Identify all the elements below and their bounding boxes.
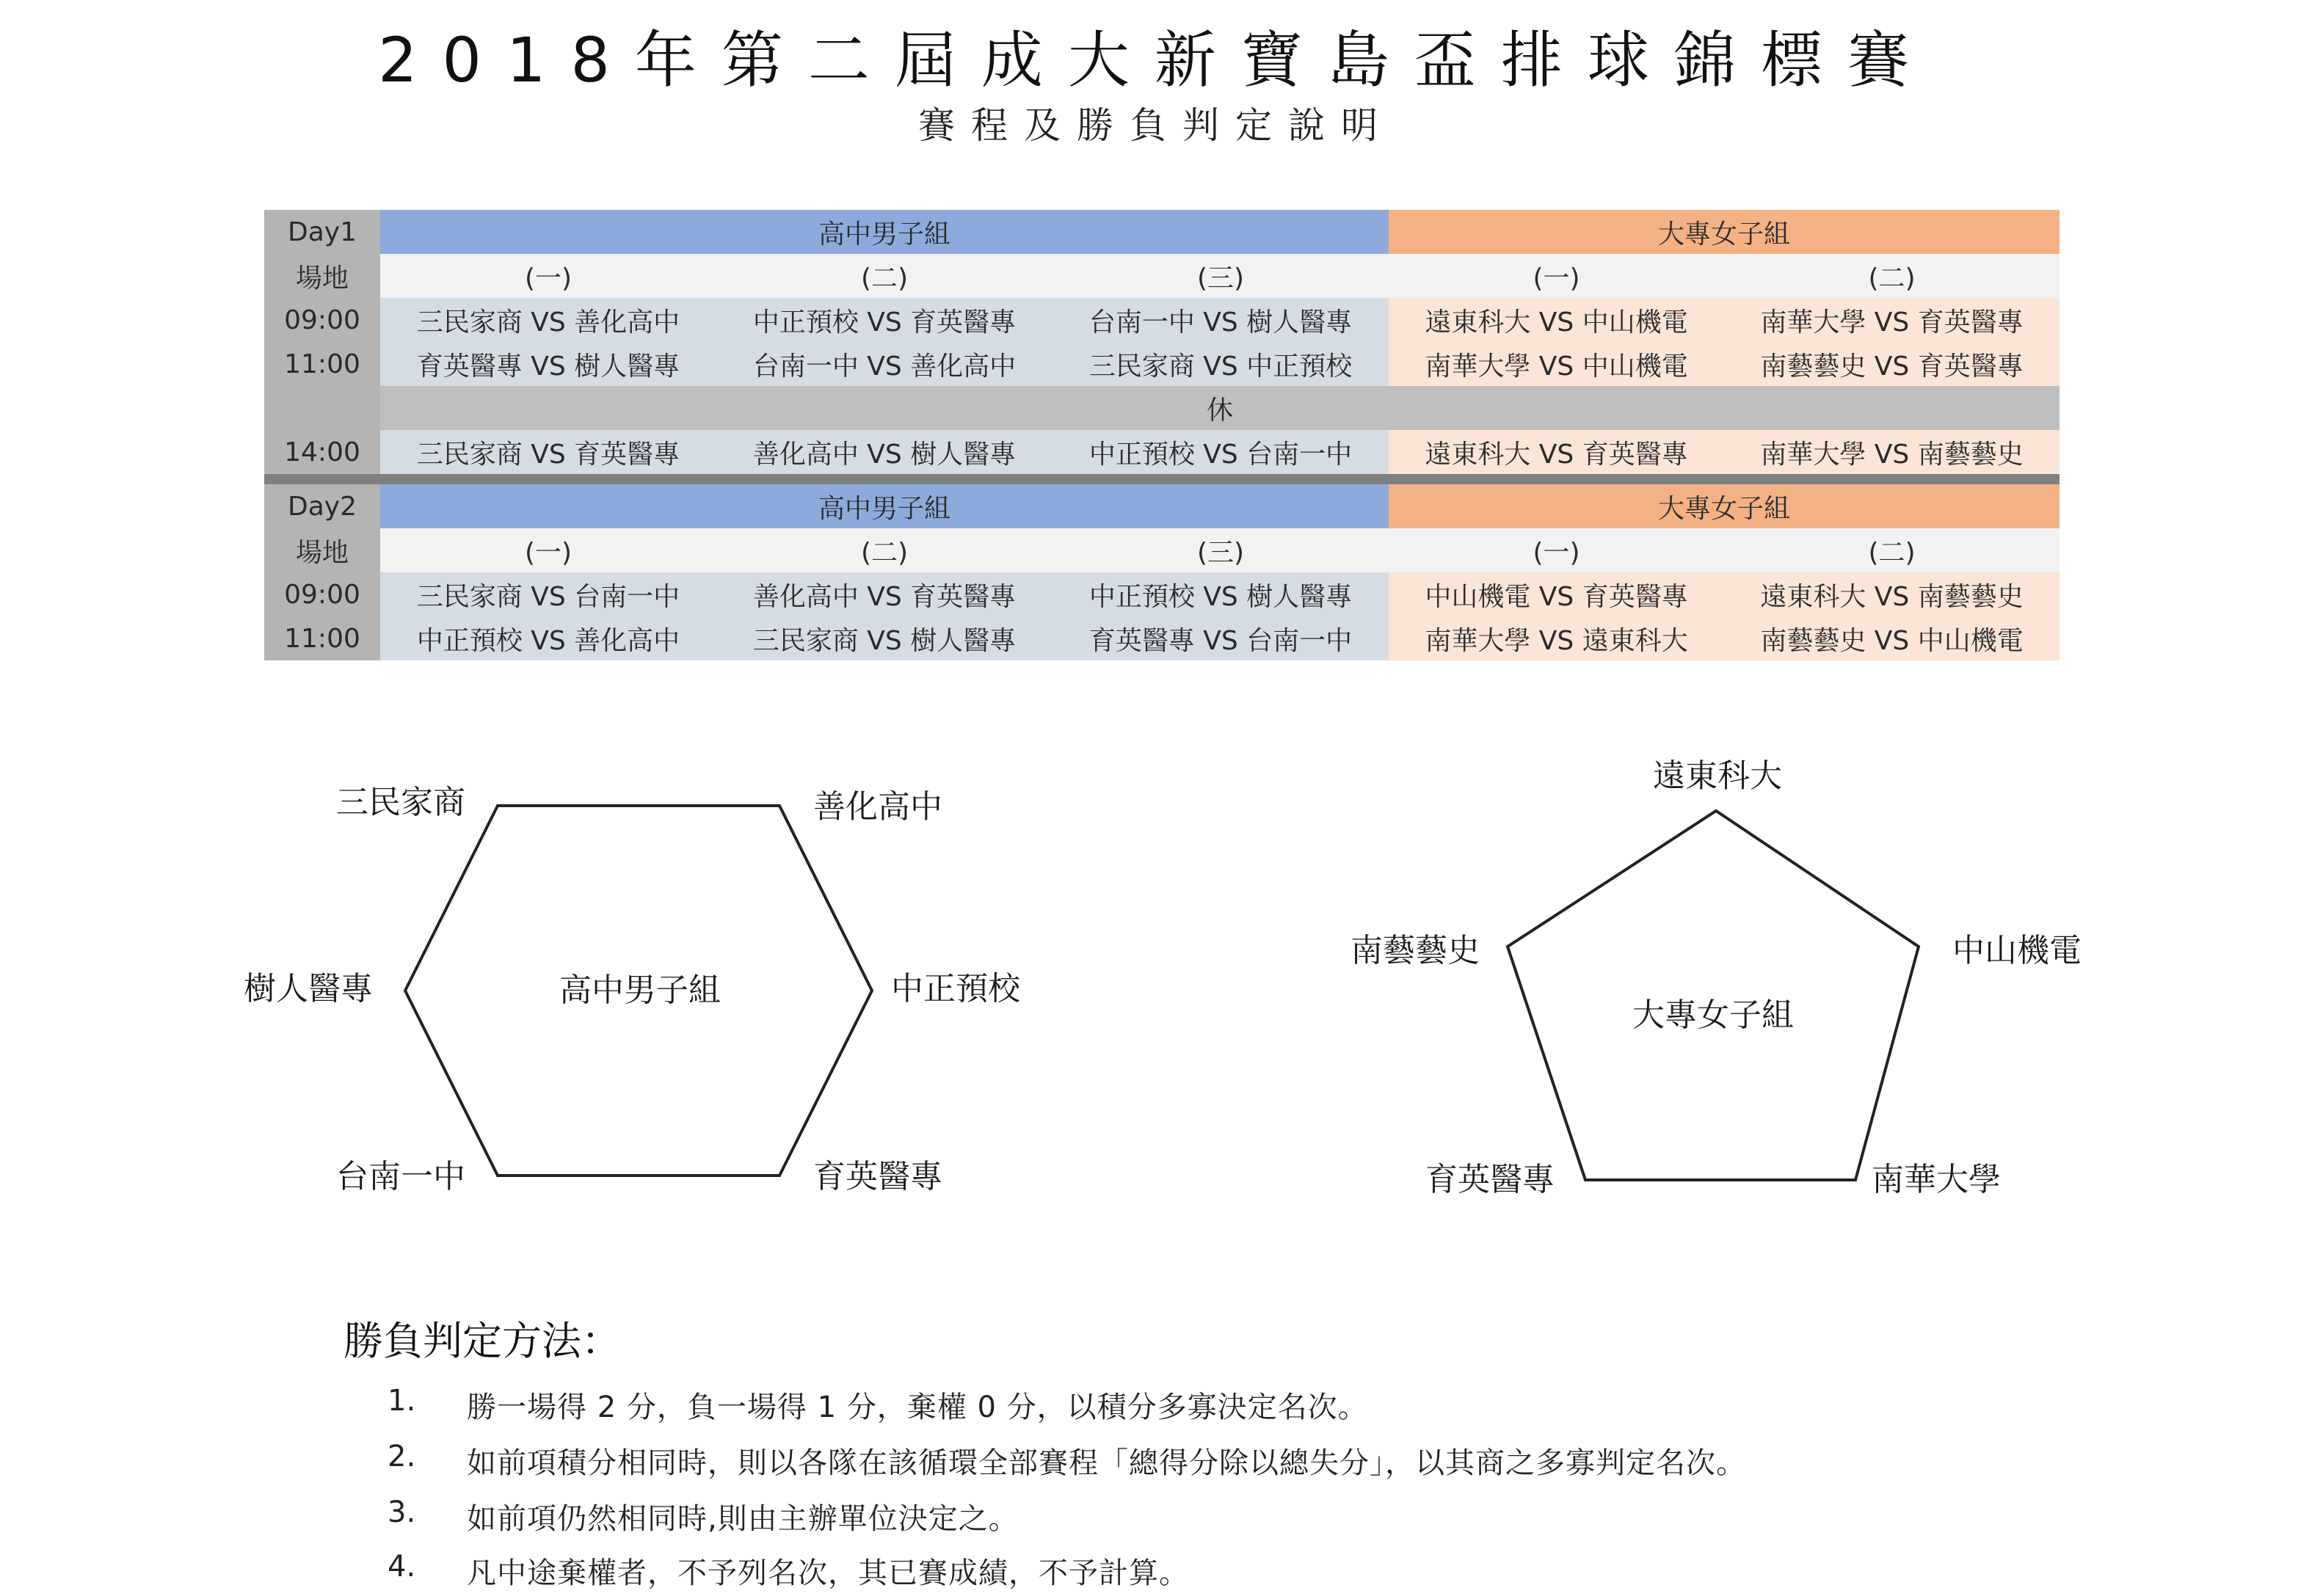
day1-men-header: 高中男子組 — [380, 210, 1389, 254]
match-cell: 中正預校 VS 台南一中 — [1053, 430, 1389, 474]
rule-number: 3. — [388, 1495, 416, 1529]
venue-women-2: (二) — [1724, 528, 2060, 572]
match-cell: 三民家商 VS 中正預校 — [1053, 342, 1389, 386]
match-cell: 三民家商 VS 善化高中 — [380, 298, 716, 342]
time-cell: 14:00 — [264, 430, 380, 474]
men-team-label: 育英醫專 — [813, 1158, 942, 1195]
rule-text: 勝一場得 2 分，負一場得 1 分，棄權 0 分，以積分多寡決定名次。 — [467, 1391, 1368, 1424]
day2-label: Day2 — [264, 484, 380, 528]
match-cell: 遠東科大 VS 中山機電 — [1389, 298, 1724, 342]
rest-label: 休 — [380, 386, 2060, 430]
venue-men-3: (三) — [1053, 528, 1389, 572]
time-cell: 09:00 — [264, 298, 380, 342]
venue-women-2: (二) — [1724, 254, 2060, 298]
women-team-label: 南華大學 — [1872, 1161, 2001, 1198]
rule-number: 2. — [388, 1440, 416, 1473]
women-group-label: 大專女子組 — [1632, 996, 1794, 1034]
match-cell: 育英醫專 VS 台南一中 — [1053, 616, 1389, 660]
men-team-label: 台南一中 — [336, 1158, 465, 1195]
rule-number: 1. — [388, 1384, 416, 1418]
match-cell: 南藝藝史 VS 中山機電 — [1724, 616, 2060, 660]
match-cell: 遠東科大 VS 南藝藝史 — [1724, 572, 2060, 616]
rule-text: 凡中途棄權者，不予列名次，其已賽成績，不予計算。 — [467, 1556, 1189, 1590]
match-cell: 台南一中 VS 善化高中 — [716, 342, 1053, 386]
page-title: 2018年第二屆成大新寶島盃排球錦標賽 — [378, 24, 1934, 96]
women-team-label: 育英醫專 — [1425, 1161, 1555, 1198]
day1-label: Day1 — [264, 210, 380, 254]
women-team-label: 遠東科大 — [1653, 757, 1782, 795]
match-cell: 遠東科大 VS 育英醫專 — [1389, 430, 1724, 474]
men-group-label: 高中男子組 — [559, 972, 721, 1009]
venue-women-1: (一) — [1389, 254, 1724, 298]
time-cell: 11:00 — [264, 616, 380, 660]
match-cell: 台南一中 VS 樹人醫專 — [1053, 298, 1389, 342]
venue-men-2: (二) — [716, 528, 1053, 572]
day1-women-header: 大專女子組 — [1389, 210, 2060, 254]
venue-men-2: (二) — [716, 254, 1053, 298]
page-subtitle: 賽程及勝負判定說明 — [918, 104, 1394, 147]
day2-women-header: 大專女子組 — [1389, 484, 2060, 528]
match-cell: 中正預校 VS 善化高中 — [380, 616, 716, 660]
match-cell: 善化高中 VS 樹人醫專 — [716, 430, 1053, 474]
match-cell: 中山機電 VS 育英醫專 — [1389, 572, 1724, 616]
match-cell: 三民家商 VS 育英醫專 — [380, 430, 716, 474]
match-cell: 南華大學 VS 中山機電 — [1389, 342, 1724, 386]
match-cell: 中正預校 VS 育英醫專 — [716, 298, 1053, 342]
rule-number: 4. — [388, 1550, 416, 1584]
match-cell: 育英醫專 VS 樹人醫專 — [380, 342, 716, 386]
match-cell: 三民家商 VS 台南一中 — [380, 572, 716, 616]
rules-title: 勝負判定方法： — [343, 1318, 621, 1364]
time-cell: 09:00 — [264, 572, 380, 616]
men-team-label: 三民家商 — [336, 784, 465, 821]
venue-men-3: (三) — [1053, 254, 1389, 298]
women-pentagon — [1508, 811, 1919, 1180]
match-cell: 南華大學 VS 遠東科大 — [1389, 616, 1724, 660]
venue-women-1: (一) — [1389, 528, 1724, 572]
match-cell: 南華大學 VS 育英醫專 — [1724, 298, 2060, 342]
venue-label: 場地 — [264, 528, 380, 572]
rule-text: 如前項仍然相同時,則由主辦單位決定之。 — [467, 1502, 1019, 1536]
match-cell: 三民家商 VS 樹人醫專 — [716, 616, 1053, 660]
men-team-label: 樹人醫專 — [244, 970, 373, 1007]
match-cell: 南華大學 VS 南藝藝史 — [1724, 430, 2060, 474]
venue-men-1: (一) — [380, 528, 716, 572]
venue-label: 場地 — [264, 254, 380, 298]
men-team-label: 善化高中 — [813, 788, 942, 826]
venue-men-1: (一) — [380, 254, 716, 298]
match-cell: 南藝藝史 VS 育英醫專 — [1724, 342, 2060, 386]
women-team-label: 南藝藝史 — [1351, 932, 1480, 969]
women-team-label: 中山機電 — [1952, 932, 2082, 969]
time-cell: 11:00 — [264, 342, 380, 386]
match-cell: 中正預校 VS 樹人醫專 — [1053, 572, 1389, 616]
rule-text: 如前項積分相同時，則以各隊在該循環全部賽程「總得分除以總失分」，以其商之多寡判定名次。 — [467, 1446, 1746, 1480]
match-cell: 善化高中 VS 育英醫專 — [716, 572, 1053, 616]
men-team-label: 中正預校 — [891, 970, 1020, 1007]
day2-men-header: 高中男子組 — [380, 484, 1389, 528]
